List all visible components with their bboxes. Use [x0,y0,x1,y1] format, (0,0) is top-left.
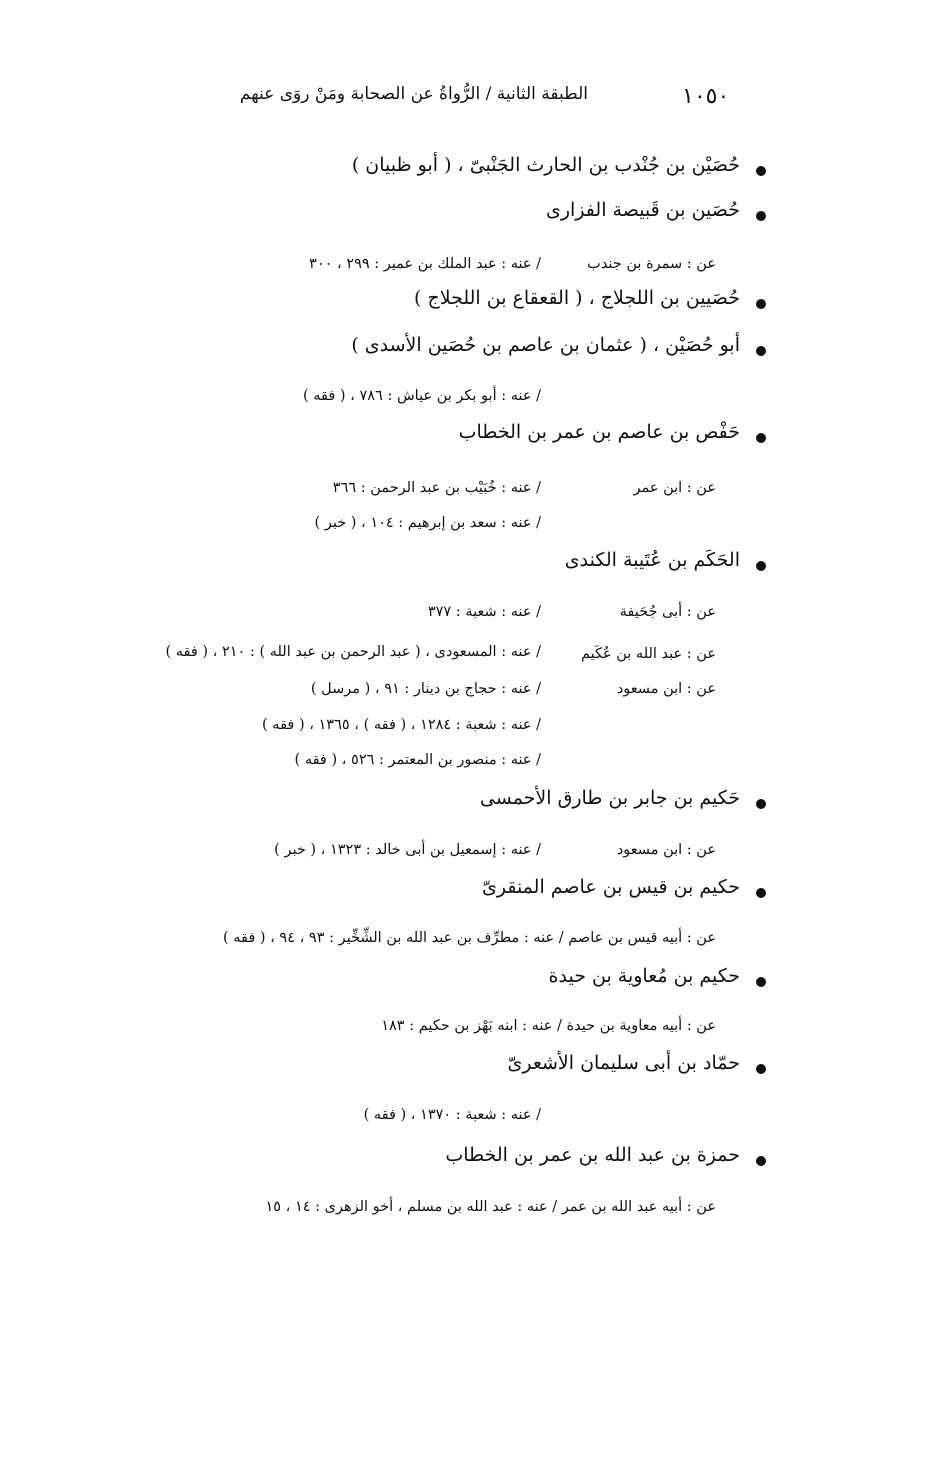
entry-title: الحَكَم بن عُتَيبة الكندى [564,549,740,571]
to-line: / عنه : شعبة : ١٣٧٠ ، ( فقه ) [363,1107,541,1123]
to-line: / عنه : أبو بكر بن عياش : ٧٨٦ ، ( فقه ) [302,388,541,404]
from-line: عن : ابن مسعود [616,681,716,697]
bullet-icon [756,166,766,176]
bullet-icon [756,346,766,356]
entry-title: حكيم بن قيس بن عاصم المنقرىّ [481,876,740,898]
bullet-icon [756,299,766,309]
entry-title: حَكيم بن جابر بن طارق الأحمسى [479,787,740,809]
to-line: / عنه : شعبة : ١٢٨٤ ، ( فقه ) ، ١٣٦٥ ، ( فقه ) [262,717,541,733]
entry-title: حُصَين بن قَبيصة الفزارى [546,199,740,221]
from-line: عن : ابن مسعود [616,842,716,858]
to-line: / عنه : شعبة : ٣٧٧ [427,604,541,620]
entry-title: حمّاد بن أبى سليمان الأشعرىّ [507,1052,740,1074]
entry-title: حمزة بن عبد الله بن عمر بن الخطاب [445,1144,740,1166]
citation-line: عن : أبيه معاوية بن حيدة / عنه : ابنه بَهْز بن حكيم : ١٨٣ [381,1018,716,1034]
entry-title: حكيم بن مُعاوية بن حيدة [548,965,740,987]
running-head: الطبقة الثانية / الرُّواةُ عن الصحابة ومَنْ روَى عنهم [239,84,588,104]
bullet-icon [756,977,766,987]
bullet-icon [756,561,766,571]
entry-title: حُصَيْن بن جُنْدب بن الحارث الجَنْبىّ ، ( أبو ظبيان ) [351,154,740,176]
to-line: / عنه : حجاج بن دينار : ٩١ ، ( مرسل ) [310,681,541,697]
from-line: عن : سمرة بن جندب [587,256,716,272]
bullet-icon [756,1156,766,1166]
bullet-icon [756,888,766,898]
page-number: ١٠٥٠ [682,84,730,109]
to-line: / عنه : سعد بن إبرهيم : ١٠٤ ، ( خبر ) [314,515,541,531]
entry-title: أبو حُصَيْن ، ( عثمان بن عاصم بن حُصَين الأسدى ) [351,334,740,356]
to-line: / عنه : المسعودى ، ( عبد الرحمن بن عبد الله ) : ٢١٠ ، ( فقه ) [165,644,541,660]
bullet-icon [756,799,766,809]
bullet-icon [756,211,766,221]
bullet-icon [756,433,766,443]
bullet-icon [756,1064,766,1074]
to-line: / عنه : منصور بن المعتمر : ٥٢٦ ، ( فقه ) [294,752,541,768]
from-line: عن : عبد الله بن عُكَيم [580,646,716,662]
citation-line: عن : أبيه قيس بن عاصم / عنه : مطرِّف بن عبد الله بن الشِّخِّير : ٩٣ ، ٩٤ ، ( فقه ) [222,930,716,946]
entry-title: حَفْص بن عاصم بن عمر بن الخطاب [458,421,740,443]
entry-title: حُصَيين بن اللجلاج ، ( القعقاع بن اللجلاج ) [414,287,740,309]
to-line: / عنه : إسمعيل بن أبى خالد : ١٣٢٣ ، ( خبر ) [274,842,541,858]
from-line: عن : أبى جُحَيفة [619,604,716,620]
to-line: / عنه : عبد الملك بن عمير : ٢٩٩ ، ٣٠٠ [309,256,541,272]
citation-line: عن : أبيه عبد الله بن عمر / عنه : عبد الله بن مسلم ، أخو الزهرى : ١٤ ، ١٥ [265,1199,716,1215]
to-line: / عنه : خُبَيْب بن عبد الرحمن : ٣٦٦ [332,480,541,496]
from-line: عن : ابن عمر [633,480,716,496]
